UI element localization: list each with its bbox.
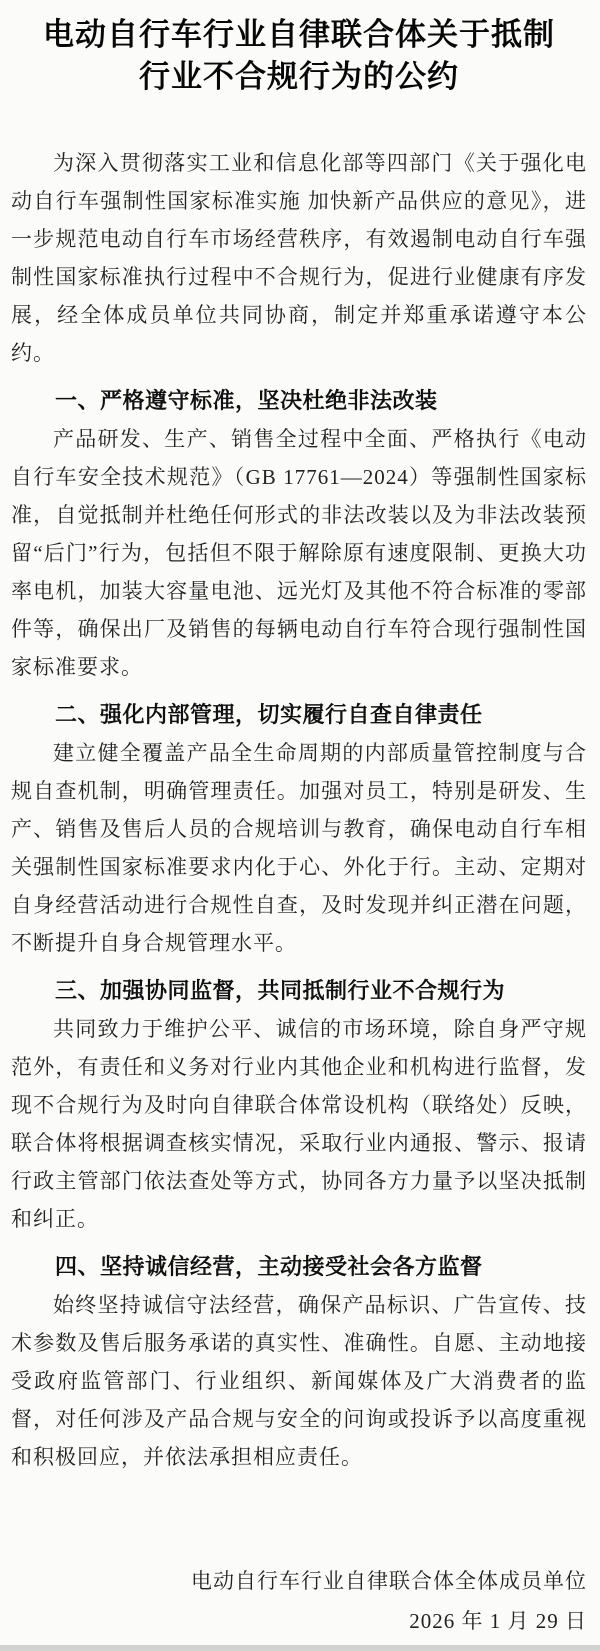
section-heading-1: 一、严格遵守标准，坚决杜绝非法改装	[55, 388, 438, 413]
bottom-divider-bar	[0, 1645, 600, 1651]
section-body-3: 共同致力于维护公平、诚信的市场环境，除自身严守规范外，有责任和义务对行业内其他企业和机构进行监督，发现不合规行为及时向自律联合体常设机构（联络处）反映，联合体将根据调查核实情况，采取行业内通报、警示、报请行政主管部门依法查处等方式，协同各方力量予以坚决抵制和纠正。	[11, 1017, 587, 1231]
section-heading-2: 二、强化内部管理，切实履行自查自律责任	[55, 702, 483, 727]
date-line: 2026 年 1 月 29 日	[409, 1609, 587, 1633]
signature-block	[191, 1561, 587, 1641]
section-body-1: 产品研发、生产、销售全过程中全面、严格执行《电动自行车安全技术规范》（GB 17761—2024）等强制性国家标准，自觉抵制并杜绝任何形式的非法改装以及为非法改装预留“后门”行为，包括但不限于解除原有速度限制、更换大功率电机，加装大容量电池、远光灯及其他不符合标准的零部件等，确保出厂及销售的每辆电动自行车符合现行强制性国家标准要求。	[11, 427, 587, 679]
section-body-2: 建立健全覆盖产品全生命周期的内部质量管控制度与合规自查机制，明确管理责任。加强对员工，特别是研发、生产、销售及售后人员的合规培训与教育，确保电动自行车相关强制性国家标准要求内化于心、外化于行。主动、定期对自身经营活动进行合规性自查，及时发现并纠正潜在问题，不断提升自身合规管理水平。	[11, 741, 587, 955]
signature-line: 电动自行车行业自律联合体全体成员单位	[191, 1569, 587, 1593]
section-heading-3: 三、加强协同监督，共同抵制行业不合规行为	[55, 978, 506, 1003]
intro-paragraph: 为深入贯彻落实工业和信息化部等四部门《关于强化电动自行车强制性国家标准实施 加快新产品供应的意见》，进一步规范电动自行车市场经营秩序，有效遏制电动自行车强制性国家标准执行过程中不合规行为，促进行业健康有序发展，经全体成员单位共同协商，制定并郑重承诺遵守本公约。	[11, 151, 587, 365]
section-body-4: 始终坚持诚信守法经营，确保产品标识、广告宣传、技术参数及售后服务承诺的真实性、准确性。自愿、主动地接受政府监管部门、行业组织、新闻媒体及广大消费者的监督，对任何涉及产品合规与安全的问询或投诉予以高度重视和积极回应，并依法承担相应责任。	[11, 1293, 587, 1469]
page-title-line-2: 行业不合规行为的公约	[139, 59, 459, 94]
section-heading-4: 四、坚持诚信经营，主动接受社会各方监督	[55, 1254, 483, 1279]
page-title	[11, 14, 587, 98]
page-title-line-1: 电动自行车行业自律联合体关于抵制	[43, 17, 555, 52]
